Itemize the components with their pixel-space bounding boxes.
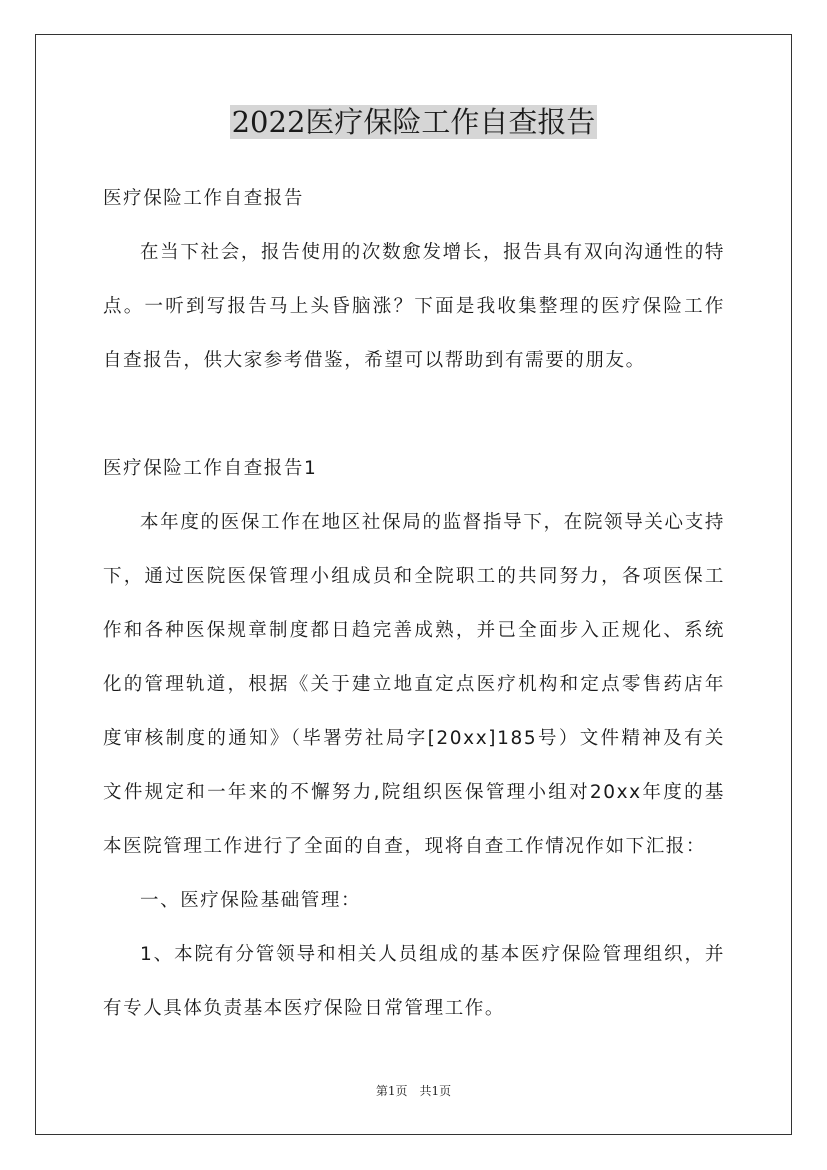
intro-paragraph: 在当下社会，报告使用的次数愈发增长，报告具有双向沟通性的特点。一听到写报告马上头昏脑涨？下面是我收集整理的医疗保险工作自查报告，供大家参考借鉴，希望可以帮助到有需要的朋友。 [103,242,725,371]
page-total: 共1页 [419,1084,452,1098]
document-title [0,101,827,143]
page-footer [0,1082,827,1099]
body-paragraph: 本年度的医保工作在地区社保局的监督指导下，在院领导关心支持下，通过医院医保管理小组成员和全院职工的共同努力，各项医保工作和各种医保规章制度都日趋完善成熟，并已全面步入正规化、系统化的管理轨道，根据《关于建立地直定点医疗机构和定点零售药店年度审核制度的通知》（毕署劳社局字[20xx]185号）文件精神及有关文件规定和一年来的不懈努力,院组织医保管理小组对20xx年度的基本医院管理工作进行了全面的自查，现将自查工作情况作如下汇报： [103,512,725,857]
list-item: 1、本院有分管领导和相关人员组成的基本医疗保险管理组织，并有专人具体负责基本医疗保险日常管理工作。 [103,944,725,1019]
subheading: 一、医疗保险基础管理： [140,890,362,911]
page-number: 第1页 [375,1084,408,1098]
document-title-text: 2022医疗保险工作自查报告 [231,105,596,139]
section-heading: 医疗保险工作自查报告1 [103,458,318,479]
blank-line [103,388,725,442]
document-subtitle: 医疗保险工作自查报告 [103,188,305,209]
document-body [103,172,725,1036]
